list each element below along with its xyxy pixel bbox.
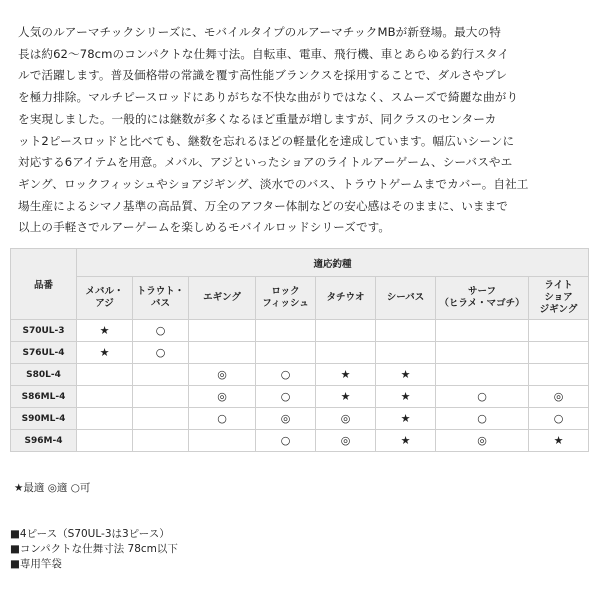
legend: ★最適 ◎適 ○可: [14, 482, 91, 494]
suitability-cell: ★: [376, 386, 436, 408]
suitability-cell: ◎: [189, 364, 256, 386]
suitability-cell: ◎: [436, 430, 529, 452]
fishing-type-header-line: エギング: [203, 292, 241, 303]
model-cell: S86ML-4: [11, 386, 77, 408]
suitability-cell: ◎: [316, 408, 376, 430]
suitability-cell: [133, 364, 189, 386]
suitability-cell: [436, 342, 529, 364]
table-row: [11, 364, 589, 386]
fishing-type-header: [529, 277, 589, 320]
description-line: を極力排除。マルチピースロッドにありがちな不快な曲がりではなく、スムーズで綺麗な曲がり: [18, 90, 519, 105]
table-row: [11, 408, 589, 430]
suitability-cell: ★: [376, 430, 436, 452]
suitability-cell: ★: [376, 408, 436, 430]
suitability-cell: [133, 386, 189, 408]
suitability-cell: ○: [256, 430, 316, 452]
suitability-cell: ○: [133, 342, 189, 364]
fishing-type-table: [10, 248, 589, 452]
suitability-cell: [133, 430, 189, 452]
suitability-cell: ◎: [316, 430, 376, 452]
suitability-cell: ○: [436, 408, 529, 430]
suitability-cell: ★: [316, 386, 376, 408]
table-row: [11, 430, 589, 452]
suitability-cell: ★: [529, 430, 589, 452]
suitability-cell: ◎: [529, 386, 589, 408]
model-header: 品番: [11, 249, 77, 320]
description-line: を実現しました。一般的には継数が多くなるほど重量が増しますが、同クラスのセンターカ: [18, 111, 497, 126]
suitability-cell: ○: [133, 320, 189, 342]
fishing-type-header-line: サーフ: [467, 286, 497, 297]
fishing-type-header-line: タチウオ: [326, 292, 365, 303]
fishing-type-header: [436, 277, 529, 320]
fishing-type-header: [77, 277, 133, 320]
fishing-type-header-line: メバル・: [85, 286, 124, 297]
model-cell: S70UL-3: [11, 320, 77, 342]
fishing-type-header-line: フィッシュ: [262, 298, 309, 309]
description-line: 人気のルアーマチックシリーズに、モバイルタイプのルアーマチックMBが新登場。最大の特: [18, 25, 501, 39]
suitability-cell: [316, 320, 376, 342]
suitability-cell: ◎: [256, 408, 316, 430]
fishing-type-header: [316, 277, 376, 320]
suitability-cell: [256, 320, 316, 342]
feature-list: [10, 527, 178, 572]
description-line: 場生産によるシマノ基準の高品質、万全のアフター体制などの安心感はそのままに、いままで: [18, 198, 508, 213]
fishing-type-header-line: トラウト・: [136, 286, 185, 297]
suitability-cell: [316, 342, 376, 364]
model-cell: S80L-4: [11, 364, 77, 386]
description-line: ット2ピースロッドと比べても、継数を忘れるほどの軽量化を達成しています。幅広いシーンに: [18, 133, 515, 148]
suitability-cell: [529, 342, 589, 364]
suitability-cell: [77, 386, 133, 408]
suitability-cell: [529, 364, 589, 386]
feature-item: ■コンパクトな仕舞寸法 78cm以下: [10, 543, 178, 555]
fishing-type-header-line: ロック: [271, 286, 300, 297]
fishing-type-header-line: ジギング: [539, 304, 578, 315]
suitability-cell: [376, 320, 436, 342]
fishing-type-header-line: （ヒラメ・マゴチ）: [439, 298, 525, 309]
suitability-cell: ○: [256, 386, 316, 408]
fishing-type-header-line: ショア: [544, 292, 573, 303]
suitability-cell: ★: [77, 320, 133, 342]
suitability-cell: [189, 430, 256, 452]
table-row: [11, 320, 589, 342]
fishing-type-header-line: バス: [150, 298, 170, 309]
suitability-cell: [436, 364, 529, 386]
fishing-type-header-line: ライト: [544, 280, 573, 291]
fishing-type-header: [376, 277, 436, 320]
fishing-type-header: [189, 277, 256, 320]
model-cell: S90ML-4: [11, 408, 77, 430]
suitability-cell: [77, 364, 133, 386]
feature-item: ■4ピース（S70UL-3は3ピース）: [10, 528, 170, 540]
suitability-cell: ★: [77, 342, 133, 364]
suitability-cell: [376, 342, 436, 364]
feature-item: ■専用竿袋: [10, 558, 62, 570]
suitability-cell: ○: [256, 364, 316, 386]
suitability-cell: [189, 320, 256, 342]
description-line: ルで活躍します。普及価格帯の常識を覆す高性能ブランクスを採用することで、ダルさやブレ: [18, 68, 508, 83]
suitability-cell: [189, 342, 256, 364]
description-line: 以上の手軽さでルアーゲームを楽しめるモバイルロッドシリーズです。: [18, 220, 391, 235]
suitability-cell: ○: [436, 386, 529, 408]
description-line: 対応する6アイテムを用意。メバル、アジといったショアのライトルアーゲーム、シーバスやエ: [18, 155, 513, 170]
table-row: [11, 342, 589, 364]
model-cell: S76UL-4: [11, 342, 77, 364]
suitability-cell: [256, 342, 316, 364]
suitability-cell: ◎: [189, 386, 256, 408]
suitability-cell: [133, 408, 189, 430]
product-description: [18, 22, 584, 239]
fishing-type-header: [256, 277, 316, 320]
fishing-type-header-line: アジ: [95, 298, 114, 309]
description-line: 長は約62〜78cmのコンパクトな仕舞寸法。自転車、電車、飛行機、車とあらゆる釣行スタイ: [18, 46, 510, 61]
model-cell: S96M-4: [11, 430, 77, 452]
suitability-cell: ○: [189, 408, 256, 430]
suitability-cell: ○: [529, 408, 589, 430]
suitability-cell: [529, 320, 589, 342]
suitability-cell: ★: [376, 364, 436, 386]
description-line: ギング、ロックフィッシュやショアジギング、淡水でのバス、トラウトゲームまでカバー。自社工: [18, 176, 529, 191]
fishing-type-header: [133, 277, 189, 320]
suitability-cell: [77, 430, 133, 452]
fishing-type-group-header: 適応釣種: [77, 249, 589, 277]
table-row: [11, 386, 589, 408]
suitability-cell: [77, 408, 133, 430]
suitability-cell: [436, 320, 529, 342]
suitability-cell: ★: [316, 364, 376, 386]
fishing-type-header-line: シーバス: [386, 292, 425, 303]
